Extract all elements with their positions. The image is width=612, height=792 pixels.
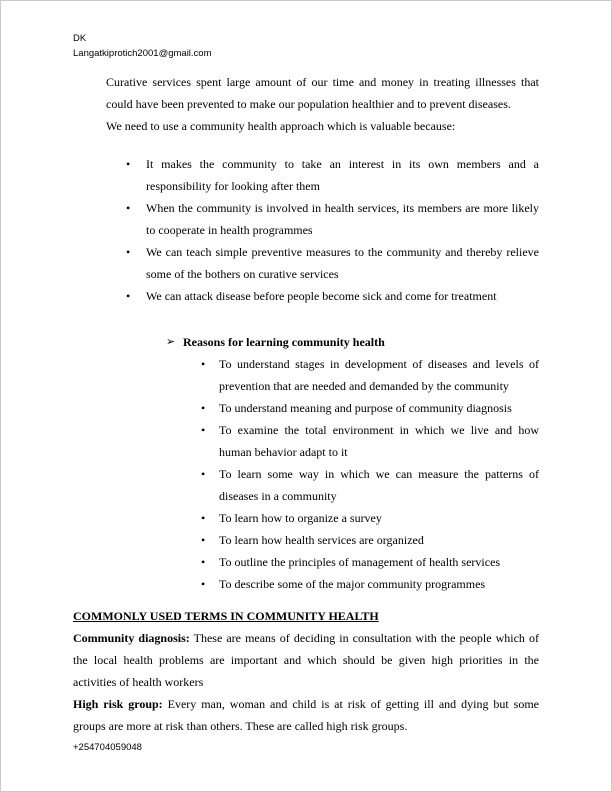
list-item-text: It makes the community to take an interest in its own members and a responsibility for looking after them <box>146 157 539 193</box>
list-item-text: To learn how to organize a survey <box>219 511 382 525</box>
list-item <box>201 353 539 397</box>
footer-phone: +254704059048 <box>73 742 142 753</box>
list-item-text: To understand stages in development of diseases and levels of prevention that are needed and demanded by the community <box>219 357 539 393</box>
list-item-text: To learn some way in which we can measure the patterns of diseases in a community <box>219 467 539 503</box>
bullet-icon: • <box>201 577 206 591</box>
list-item-text: To describe some of the major community programmes <box>219 577 486 591</box>
list-item-text: To understand meaning and purpose of community diagnosis <box>219 401 512 415</box>
valuable-points-list <box>126 153 539 307</box>
bullet-icon: • <box>201 423 206 437</box>
bullet-icon: • <box>201 467 206 481</box>
list-item <box>201 419 539 463</box>
list-item <box>126 153 539 197</box>
term-definition <box>73 693 539 737</box>
bullet-icon: • <box>201 533 206 547</box>
header-email: Langatkiprotich2001@gmail.com <box>73 48 212 59</box>
bullet-icon: • <box>126 245 131 259</box>
intro-section <box>106 71 539 137</box>
list-item <box>201 463 539 507</box>
list-item-text: To examine the total environment in which we live and how human behavior adapt to it <box>219 423 539 459</box>
reasons-list <box>201 353 539 595</box>
bullet-icon: • <box>201 511 206 525</box>
document-body <box>73 71 539 737</box>
list-item <box>126 241 539 285</box>
bullet-icon: • <box>201 401 206 415</box>
list-item-text: To learn how health services are organized <box>219 533 424 547</box>
term-label: High risk group: <box>73 697 163 711</box>
list-item <box>201 507 539 529</box>
list-item <box>126 285 539 307</box>
term-text: These are means of deciding in consultation with the people which of the local health problems are important and which should be given high priorities in the activities of health workers <box>73 631 539 689</box>
list-item <box>201 573 539 595</box>
bullet-icon: • <box>201 555 206 569</box>
list-item <box>126 197 539 241</box>
bullet-icon: • <box>126 201 131 215</box>
document-footer <box>73 742 142 753</box>
list-item-text: We can attack disease before people become sick and come for treatment <box>146 289 497 303</box>
reasons-heading <box>166 331 539 353</box>
list-item <box>201 551 539 573</box>
list-item <box>201 529 539 551</box>
list-item-text: When the community is involved in health services, its members are more likely to cooperate in health programmes <box>146 201 539 237</box>
list-item-text: To outline the principles of management of health services <box>219 555 501 569</box>
reasons-heading-text: Reasons for learning community health <box>183 335 385 349</box>
bullet-icon: • <box>126 289 131 303</box>
list-item-text: We can teach simple preventive measures to the community and thereby relieve some of the bothers on curative services <box>146 245 539 281</box>
document-header <box>73 31 539 61</box>
section-heading: COMMONLY USED TERMS IN COMMUNITY HEALTH <box>73 609 379 623</box>
term-definition <box>73 627 539 693</box>
bullet-icon: • <box>201 357 206 371</box>
term-label: Community diagnosis: <box>73 631 190 645</box>
intro-paragraph-1: Curative services spent large amount of our time and money in treating illnesses that could have been prevented to make our population healthier and to prevent diseases. <box>106 75 539 111</box>
term-text: Every man, woman and child is at risk of getting ill and dying but some groups are more at risk than others. These are called high risk groups. <box>73 697 539 733</box>
arrow-bullet-icon: ➢ <box>166 336 176 348</box>
header-initials: DK <box>73 33 87 44</box>
bullet-icon: • <box>126 157 131 171</box>
intro-paragraph-2: We need to use a community health approach which is valuable because: <box>106 119 456 133</box>
list-item <box>201 397 539 419</box>
